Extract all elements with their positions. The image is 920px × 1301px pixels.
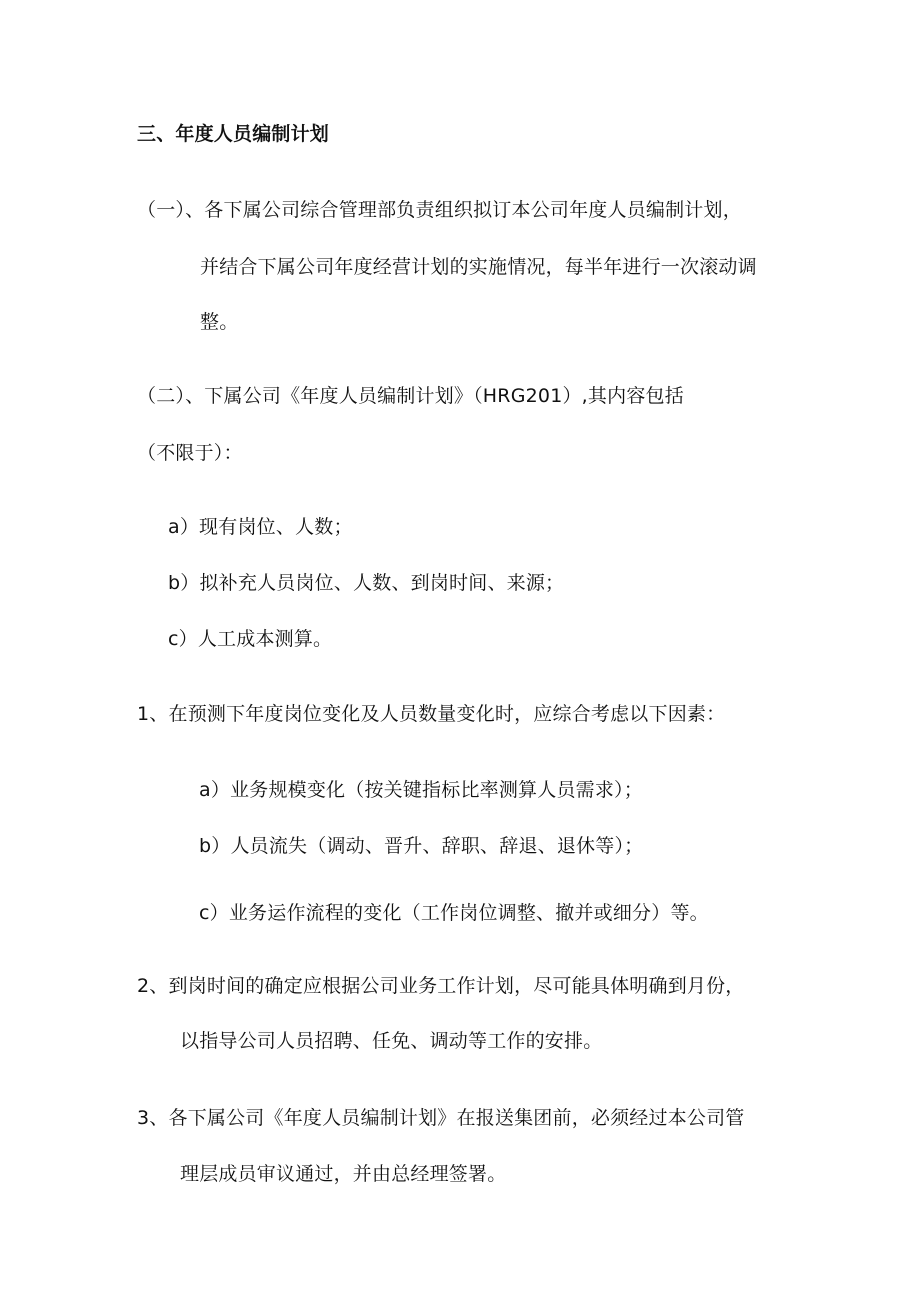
point-3-line-1: 3、各下属公司《年度人员编制计划》在报送集团前，必须经过本公司管 <box>137 1107 745 1129</box>
point-1-sub-a: a）业务规模变化（按关键指标比率测算人员需求）； <box>199 779 643 801</box>
point-2-line-2: 以指导公司人员招聘、任免、调动等工作的安排。 <box>180 1030 603 1052</box>
item-2-line-1: （二）、下属公司《年度人员编制计划》（HRG201）,其内容包括 <box>137 385 684 407</box>
point-1-sub-c: c）业务运作流程的变化（工作岗位调整、撤并或细分）等。 <box>199 902 709 924</box>
item-2-line-2: （不限于）： <box>137 442 243 464</box>
item-2-sub-c: c）人工成本测算。 <box>168 628 333 650</box>
item-1-line-1: （一）、各下属公司综合管理部负责组织拟订本公司年度人员编制计划， <box>137 199 742 221</box>
point-1-text: 1、在预测下年度岗位变化及人员数量变化时，应综合考虑以下因素： <box>137 703 726 725</box>
point-2-line-1: 2、到岗时间的确定应根据公司业务工作计划，尽可能具体明确到月份， <box>137 975 745 997</box>
item-1-line-2: 并结合下属公司年度经营计划的实施情况，每半年进行一次滚动调 <box>200 256 757 278</box>
item-1-line-3: 整。 <box>200 311 239 333</box>
item-2-sub-a: a）现有岗位、人数； <box>168 516 353 538</box>
item-2-sub-b: b）拟补充人员岗位、人数、到岗时间、来源； <box>168 572 565 594</box>
point-1-sub-b: b）人员流失（调动、晋升、辞职、辞退、退休等）； <box>199 835 644 857</box>
section-title: 三、年度人员编制计划 <box>137 123 330 145</box>
point-3-line-2: 理层成员审议通过，并由总经理签署。 <box>180 1163 507 1185</box>
